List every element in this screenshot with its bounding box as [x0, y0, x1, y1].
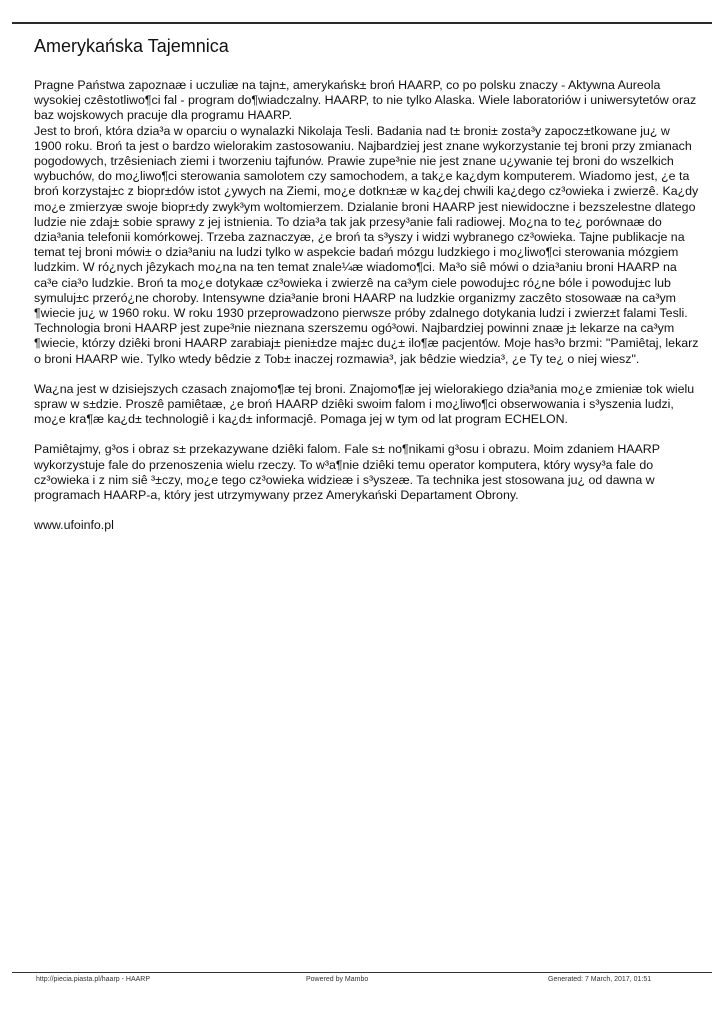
- text-line: o broni HAARP wie. Tylko wtedy bêdzie z Tob± inaczej rozmawia³, jak bêdzie wiedzia³, ¿e Ty te¿ o niej wiesz".: [34, 351, 640, 366]
- text-line: mo¿e kra¶æ ka¿d± technologiê i ka¿d± informacjê. Pomaga jej w tym od lat program ECHELON.: [34, 412, 568, 427]
- text-line: wysokiej czêstotliwo¶ci fal - program do¶wiadczalny. HAARP, to nie tylko Alaska. Wiele laboratoriów i uniwersytetów oraz: [34, 93, 697, 108]
- text-line: ¶wiecie, którzy dziêki broni HAARP zarabiaj± pieni±dze maj±c du¿± ilo¶æ pacjentów. Moje has³o brzmi: "Pamiêtaj, lekarz: [34, 336, 699, 351]
- page-title: Amerykańska Tajemnica: [34, 36, 229, 56]
- text-line: wybuchów, do mo¿liwo¶ci sterowania samolotem czy samochodem, a tak¿e ka¿dym komputerem. Wiadomo jest, ¿e ta: [34, 169, 690, 184]
- footer-generated-date: Generated: 7 March, 2017, 01:51: [548, 976, 652, 983]
- footer-url: http://piecia.piasta.pl/haarp - HAARP: [36, 976, 151, 983]
- footer-powered-by: Powered by Mambo: [306, 976, 369, 983]
- text-line: symuluj±c przeró¿ne choroby. Intensywne dzia³anie broni HAARP na ludzkie organizmy zaczêto stosowaæ na ca³ym: [34, 290, 676, 305]
- text-line: Wa¿na jest w dzisiejszych czasach znajomo¶æ tej broni. Znajomo¶æ jej wielorakiego dzia³ania mo¿e zmieniæ tok wielu: [34, 381, 695, 396]
- text-line: Pamiêtajmy, g³os i obraz s± przekazywane dziêki falom. Fale s± no¶nikami g³osu i obrazu. Moim zdaniem HAARP: [34, 442, 661, 457]
- text-line: ¶wiecie ju¿ w 1960 roku. W roku 1930 przeprowadzono pierwsze próby zdalnego dotykania ludzi i zwierz±t falami Tesli.: [34, 306, 688, 321]
- article-body: [34, 78, 699, 548]
- text-line: Pragne Państwa zapoznaæ i uczuliæ na tajn±, amerykańsk± broń HAARP, co po polsku znaczy - Aktywna Aureola: [34, 78, 661, 92]
- footer-divider: [12, 972, 712, 973]
- text-line: Jest to broń, która dzia³a w oparciu o wynalazki Nikolaja Tesli. Badania nad t± broni± zosta³y zapocz±tkowane ju¿ w: [34, 123, 670, 138]
- text-line: ludzkim. W ró¿nych jêzykach mo¿na na ten temat znale¼æ wiadomo¶ci. Ma³o siê mówi o dzia³aniu broni HAARP na: [34, 260, 677, 275]
- text-line: Technologia broni HAARP jest zupe³nie nieznana szerszemu ogó³owi. Najbardziej powinni znaæ j± lekarze na ca³ym: [34, 321, 675, 336]
- header-divider: [12, 22, 712, 24]
- text-line: programach HAARP-a, który jest utrzymywany przez Amerykański Departament Obrony.: [34, 488, 519, 503]
- paragraph-1: [34, 78, 699, 367]
- text-line: ca³e cia³o ludzkie. Broń ta mo¿e dotykaæ cz³owieka i zwierzê na ca³ym ciele powoduj±c ró¿ne bóle i powoduj±c lub: [34, 275, 671, 290]
- text-line: baz wojskowych pracuje dla programu HAARP.: [34, 108, 293, 123]
- paragraph-3: [34, 442, 694, 503]
- text-line: ludzie nie zdaj± sobie sprawy z jej istnienia. To dzia³a tak jak przesy³anie fali radiowej. Mo¿na to te¿ porównaæ do: [34, 214, 662, 229]
- text-line: 1900 roku. Broń ta jest o bardzo wielorakim zastosowaniu. Najbardziej jest znane wykorzystanie tej broni przy zmianach: [34, 138, 692, 153]
- text-line: broń korzystaj±c z biopr±dów istot ¿ywych na Ziemi, mo¿e dotkn±æ w ka¿dej chwili ka¿dego cz³owieka i zwierzê. Ka¿dy: [34, 184, 699, 199]
- text-line: wykorzystuje fale do przenoszenia wielu rzeczy. To w³a¶nie dziêki temu operator komputera, który wysy³a fale do: [34, 457, 654, 472]
- text-line: dzia³ania telefonii komórkowej. Trzeba zaznaczyæ, ¿e broń ta s³yszy i widzi wybranego cz³owieka. Tajne publikacje na: [34, 230, 685, 245]
- paragraph-2: [34, 382, 694, 428]
- text-line: mo¿e zmierzyæ swoje biopr±dy zwyk³ym woltomierzem. Dzialanie broni HAARP jest niewidoczne i bezszelestne dlatego: [34, 199, 696, 214]
- text-line: spraw w s±dzie. Proszê pamiêtaæ, ¿e broń HAARP dziêki swoim falom i mo¿liwo¶ci obserwowania i s³yszenia ludzi,: [34, 397, 674, 412]
- source-link[interactable]: www.ufoinfo.pl: [34, 518, 114, 533]
- paragraph-source: [34, 518, 694, 533]
- text-line: pogodowych, trzêsieniach ziemi i tworzeniu tajfunów. Prawie zupe³nie nie jest znane u¿ywanie tej broni do wszelkich: [34, 154, 674, 169]
- text-line: temat tej broni mówi± o dzia³aniu na ludzi tylko w aspekcie badań mózgu ludzkiego i mo¿liwo¶ci sterowania mózgiem: [34, 245, 679, 260]
- text-line: cz³owieka i z nim siê ³±czy, mo¿e tego cz³owieka widzieæ i s³yszeæ. Ta technika jest stosowana ju¿ od dawna w: [34, 472, 655, 487]
